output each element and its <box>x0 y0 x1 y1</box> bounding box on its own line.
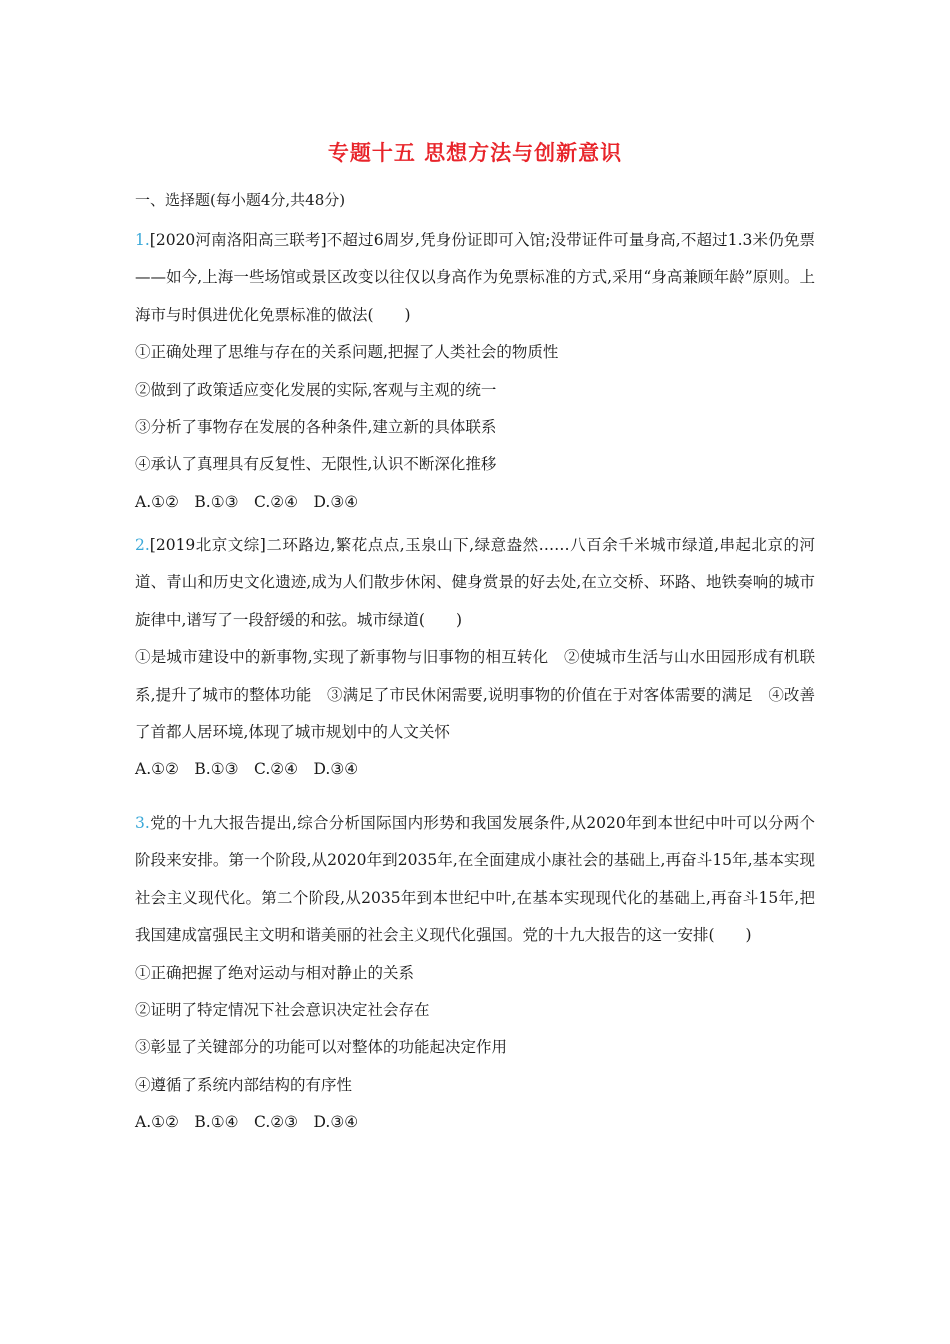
question-number: 1. <box>135 231 150 249</box>
option-item: ④承认了真理具有反复性、无限性,认识不断深化推移 <box>135 455 497 474</box>
options-paragraph: ①是城市建设中的新事物,实现了新事物与旧事物的相互转化 ②使城市生活与山水田园形成有机联系,提升了城市的整体功能 ③满足了市民休闲需要,说明事物的价值在于对客体需要的满足 ④改善了首都人居环境,体现了城市规划中的人文关怀 <box>135 648 815 742</box>
question-2 <box>135 527 815 789</box>
question-1 <box>135 222 815 521</box>
question-stem <box>135 222 815 334</box>
question-text: [2020河南洛阳高三联考]不超过6周岁,凭身份证即可入馆;没带证件可量身高,不超过1.3米仍免票——如今,上海一些场馆或景区改变以往仅以身高作为免票标准的方式,采用“身高兼顾年龄”原则。上海市与时俱进优化免票标准的做法( ) <box>135 231 815 324</box>
answer-choices: A.①② B.①④ C.②③ D.③④ <box>135 1113 359 1132</box>
question-number: 3. <box>135 814 150 832</box>
option-item: ①正确处理了思维与存在的关系问题,把握了人类社会的物质性 <box>135 343 559 362</box>
question-text: [2019北京文综]二环路边,繁花点点,玉泉山下,绿意盎然……八百余千米城市绿道,串起北京的河道、青山和历史文化遗迹,成为人们散步休闲、健身赏景的好去处,在立交桥、环路、地铁奏响的城市旋律中,谱写了一段舒缓的和弦。城市绿道( ) <box>135 536 815 629</box>
question-3 <box>135 805 815 1142</box>
question-stem <box>135 805 815 955</box>
option-item: ②证明了特定情况下社会意识决定社会存在 <box>135 1001 430 1020</box>
answer-choices: A.①② B.①③ C.②④ D.③④ <box>135 760 359 779</box>
option-item: ②做到了政策适应变化发展的实际,客观与主观的统一 <box>135 380 497 399</box>
question-number: 2. <box>135 536 150 554</box>
section-heading: 一、选择题(每小题4分,共48分) <box>135 191 346 209</box>
question-text: 党的十九大报告提出,综合分析国际国内形势和我国发展条件,从2020年到本世纪中叶可以分两个阶段来安排。第一个阶段,从2020年到2035年,在全面建成小康社会的基础上,再奋斗15年,基本实现社会主义现代化。第二个阶段,从2035年到本世纪中叶,在基本实现现代化的基础上,再奋斗15年,把我国建成富强民主文明和谐美丽的社会主义现代化强国。党的十九大报告的这一安排( ) <box>135 814 815 945</box>
option-item: ③分析了事物存在发展的各种条件,建立新的具体联系 <box>135 418 497 437</box>
option-item: ④遵循了系统内部结构的有序性 <box>135 1075 353 1094</box>
page-title: 专题十五 思想方法与创新意识 <box>327 141 623 165</box>
question-stem <box>135 527 815 639</box>
answer-choices: A.①② B.①③ C.②④ D.③④ <box>135 492 359 511</box>
option-item: ③彰显了关键部分的功能可以对整体的功能起决定作用 <box>135 1038 508 1057</box>
option-item: ①正确把握了绝对运动与相对静止的关系 <box>135 963 415 982</box>
